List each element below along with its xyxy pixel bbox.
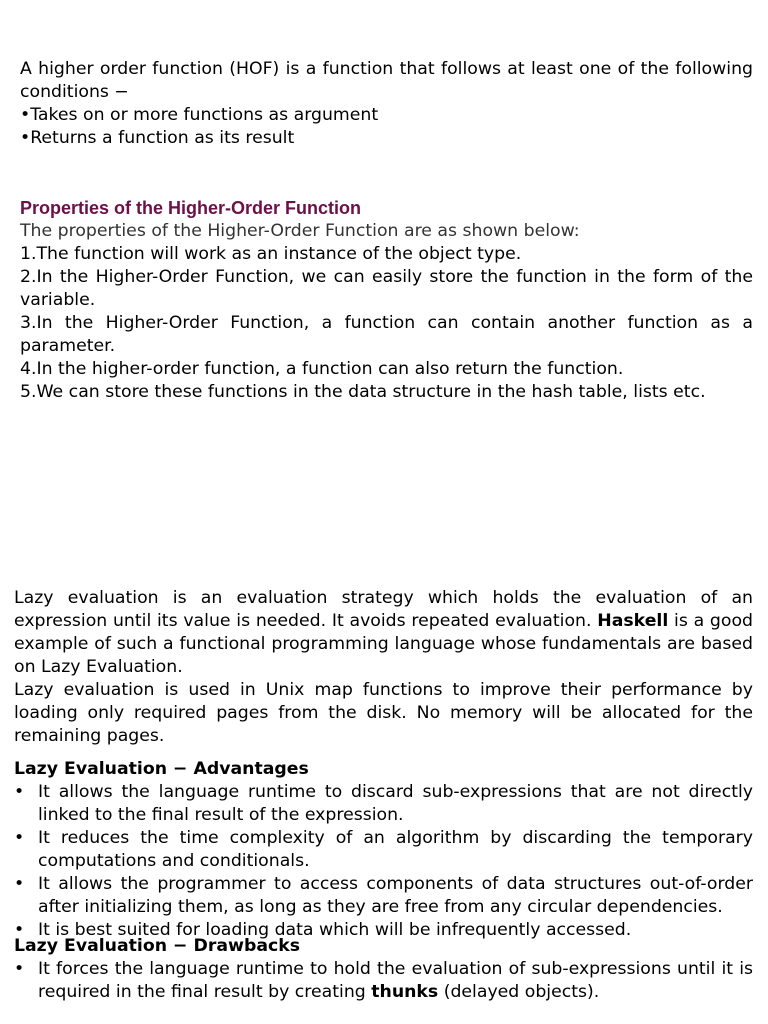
- properties-heading: Properties of the Higher-Order Function: [20, 198, 362, 218]
- advantage-text: It allows the programmer to access components of data structures out-of-order after initializing them, as long as they are free from any circular dependencies.: [38, 874, 753, 917]
- hof-section: [20, 58, 753, 150]
- property-item-3: 3.In the Higher-Order Function, a function can contain another function as a parameter.: [20, 313, 753, 356]
- advantage-text: It reduces the time complexity of an algorithm by discarding the temporary computations and conditionals.: [38, 828, 753, 871]
- advantage-item: [14, 873, 753, 919]
- drawbacks-list: [14, 958, 753, 1004]
- advantage-text: It allows the language runtime to discard sub-expressions that are not directly linked to the final result of the expression.: [38, 782, 753, 825]
- advantage-item: [14, 827, 753, 873]
- lazy-paragraph-2: Lazy evaluation is used in Unix map functions to improve their performance by loading only required pages from the disk. No memory will be allocated for the remaining pages.: [14, 680, 753, 746]
- lazy-section: [14, 587, 753, 1004]
- lazy-para1-text: Lazy evaluation is an evaluation strategy which holds the evaluation of an expression until its value is needed. It avoids repeated evaluation.: [14, 588, 753, 631]
- advantage-item: [14, 919, 753, 940]
- lazy-paragraph-1: [14, 587, 753, 679]
- drawbacks-heading: Lazy Evaluation − Drawbacks: [14, 936, 301, 956]
- bullet-icon: •: [14, 828, 25, 848]
- drawback-text-rest: (delayed objects).: [443, 982, 600, 1002]
- properties-intro: The properties of the Higher-Order Function are as shown below:: [20, 221, 580, 241]
- hof-intro: A higher order function (HOF) is a function that follows at least one of the following conditions −: [20, 59, 753, 102]
- drawback-text: It forces the language runtime to hold the evaluation of sub-expressions until it is required in the final result by creating: [38, 959, 753, 1002]
- hof-condition-2: •Returns a function as its result: [20, 128, 295, 148]
- property-item-2: 2.In the Higher-Order Function, we can easily store the function in the form of the variable.: [20, 267, 753, 310]
- bullet-icon: •: [14, 874, 25, 894]
- advantage-item: [14, 781, 753, 827]
- thunks-term: thunks: [371, 982, 439, 1002]
- advantages-heading: Lazy Evaluation − Advantages: [14, 759, 309, 779]
- property-item-5: 5.We can store these functions in the data structure in the hash table, lists etc.: [20, 382, 706, 402]
- bullet-icon: •: [14, 959, 25, 979]
- property-item-4: 4.In the higher-order function, a function can also return the function.: [20, 359, 624, 379]
- properties-section: [20, 197, 753, 404]
- advantage-text: It is best suited for loading data which will be infrequently accessed.: [38, 920, 632, 940]
- drawback-item: [14, 958, 753, 1004]
- bullet-icon: •: [14, 920, 25, 940]
- hof-condition-1: •Takes on or more functions as argument: [20, 105, 379, 125]
- bullet-icon: •: [14, 782, 25, 802]
- property-item-1: 1.The function will work as an instance of the object type.: [20, 244, 522, 264]
- lazy-para1-rest: is a good example of such a functional programming language whose fundamentals are based on Lazy Evaluation.: [14, 611, 754, 677]
- advantages-list: [14, 781, 753, 940]
- haskell-term: Haskell: [597, 611, 669, 631]
